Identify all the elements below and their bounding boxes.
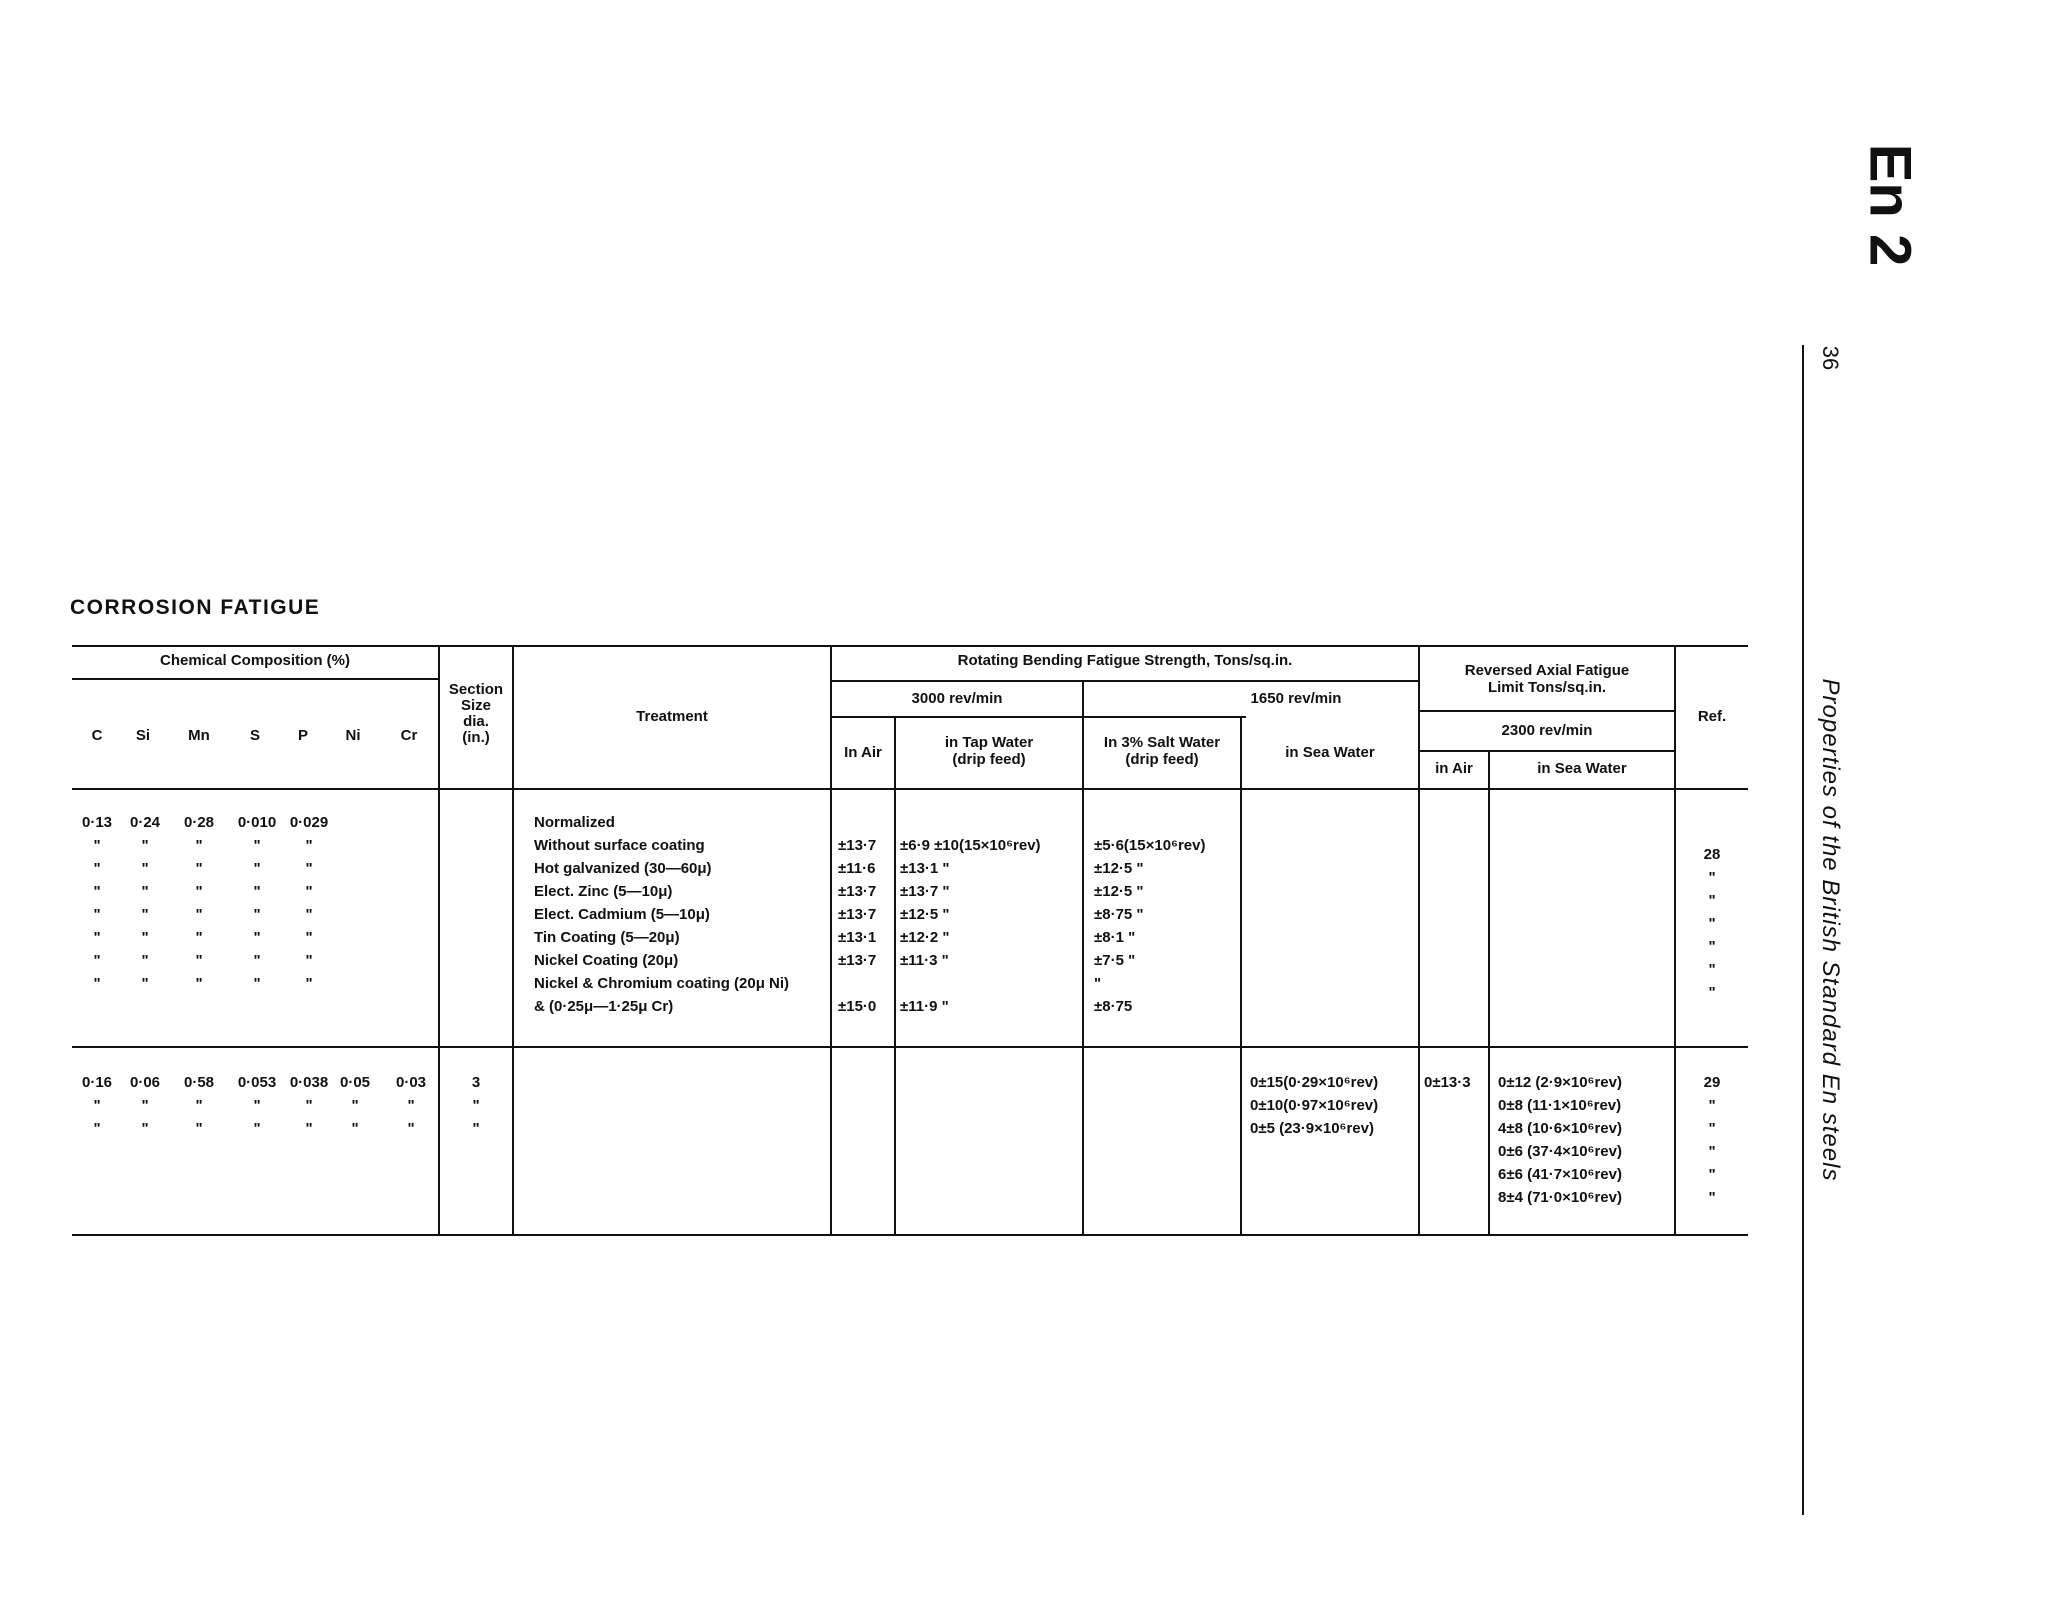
treatment-cell: Normalized — [534, 814, 615, 831]
in-air-value: ±13·7 — [838, 952, 877, 969]
tap-water-value: ±12·5 " — [900, 906, 950, 923]
comp-value: 0·06 — [129, 1074, 161, 1091]
speed-3000-header: 3000 rev/min — [911, 690, 1003, 707]
tap-water-value: ±11·9 " — [900, 998, 949, 1015]
comp-value: " — [305, 929, 313, 946]
sea-water-value: 0±10(0·97×10⁶rev) — [1250, 1097, 1379, 1114]
comp-value: 0·24 — [129, 814, 161, 831]
tap-water-value: ±13·7 " — [900, 883, 950, 900]
comp-value: " — [253, 883, 261, 900]
comp-value: " — [93, 975, 101, 992]
sea-water-value: 0±15(0·29×10⁶rev) — [1250, 1074, 1379, 1091]
ref-value: " — [1708, 938, 1716, 955]
comp-value: 0·28 — [183, 814, 215, 831]
element-cr-header: Cr — [400, 727, 418, 744]
comp-value: " — [141, 883, 149, 900]
section-size-header: Section Size dia. (in.) — [448, 681, 504, 746]
comp-value: " — [93, 1120, 101, 1137]
comp-value: " — [305, 883, 313, 900]
book-title: Properties of the British Standard En steels — [1817, 678, 1844, 1182]
salt-water-value: ±8·75 — [1094, 998, 1133, 1015]
in-air-value: ±13·1 — [838, 929, 877, 946]
comp-value: 0·58 — [183, 1074, 215, 1091]
comp-value: " — [305, 837, 313, 854]
salt-water-value: ±12·5 " — [1094, 860, 1144, 877]
comp-value: " — [195, 952, 203, 969]
axial-sea-water-header: in Sea Water — [1537, 760, 1627, 777]
axial-sea-value: 0±6 (37·4×10⁶rev) — [1498, 1143, 1622, 1160]
comp-value: " — [305, 975, 313, 992]
comp-value: " — [305, 952, 313, 969]
sea-water-value: 0±5 (23·9×10⁶rev) — [1250, 1120, 1374, 1137]
reversed-axial-header: Reversed Axial Fatigue Limit Tons/sq.in. — [1464, 662, 1630, 696]
in-air-value: ±15·0 — [838, 998, 877, 1015]
comp-value: " — [253, 837, 261, 854]
treatment-cell: Hot galvanized (30—60μ) — [534, 860, 712, 877]
rotating-header-rule — [832, 680, 1418, 682]
comp-value: " — [407, 1097, 415, 1114]
salt-water-value: ±7·5 " — [1094, 952, 1136, 969]
table-top-rule — [72, 645, 1748, 647]
ref-value: 29 — [1703, 1074, 1721, 1091]
speed-2300-header: 2300 rev/min — [1501, 722, 1593, 739]
comp-value: " — [141, 1120, 149, 1137]
comp-value: " — [93, 837, 101, 854]
treatment-cell: Nickel & Chromium coating (20μ Ni) — [534, 975, 790, 992]
col-rule-treatment — [512, 645, 514, 1234]
section-size-value: " — [472, 1097, 480, 1114]
axial-speed-rule — [1420, 710, 1674, 712]
element-ni-header: Ni — [345, 727, 361, 744]
ref-header: Ref. — [1697, 708, 1727, 725]
ref-value: " — [1708, 1097, 1716, 1114]
tap-water-value: ±11·3 " — [900, 952, 949, 969]
comp-value: " — [93, 1097, 101, 1114]
axial-sea-value: 0±12 (2·9×10⁶rev) — [1498, 1074, 1622, 1091]
in-air-value: ±13·7 — [838, 906, 877, 923]
comp-value: " — [141, 837, 149, 854]
comp-value: 0·05 — [339, 1074, 371, 1091]
tap-water-value: ±12·2 " — [900, 929, 950, 946]
page-code: En 2 — [1857, 143, 1923, 267]
in-air-value: ±11·6 — [838, 860, 876, 877]
comp-value: " — [195, 975, 203, 992]
comp-value: " — [305, 906, 313, 923]
salt-water-value: " — [1094, 975, 1102, 992]
comp-value: " — [195, 906, 203, 923]
section-size-value: 3 — [471, 1074, 481, 1091]
comp-value: " — [195, 860, 203, 877]
axial-in-air-header: in Air — [1435, 760, 1473, 777]
comp-value: 0·16 — [81, 1074, 113, 1091]
comp-value: 0·053 — [237, 1074, 277, 1091]
group-separator-rule — [72, 1046, 1748, 1048]
comp-value: " — [351, 1097, 359, 1114]
ref-value: " — [1708, 892, 1716, 909]
speed-1650-header: 1650 rev/min — [1250, 690, 1342, 707]
comp-value: " — [253, 906, 261, 923]
table-bottom-rule — [72, 1234, 1748, 1236]
comp-value: 0·029 — [289, 814, 329, 831]
comp-value: " — [351, 1120, 359, 1137]
col-rule-sea — [1240, 716, 1242, 1234]
page-number: 36 — [1818, 345, 1843, 371]
treatment-cell: Tin Coating (5—20μ) — [534, 929, 680, 946]
comp-value: " — [141, 952, 149, 969]
salt-water-value: ±8·75 " — [1094, 906, 1144, 923]
comp-value: 0·038 — [289, 1074, 329, 1091]
comp-value: " — [93, 929, 101, 946]
ref-value: " — [1708, 961, 1716, 978]
ref-value: " — [1708, 869, 1716, 886]
element-s-header: S — [249, 727, 260, 744]
section-size-value: " — [472, 1120, 480, 1137]
treatment-header: Treatment — [636, 708, 708, 725]
comp-value: " — [195, 837, 203, 854]
comp-value: " — [93, 906, 101, 923]
comp-value: " — [407, 1120, 415, 1137]
tap-water-header: in Tap Water (drip feed) — [944, 734, 1034, 768]
chem-header-rule — [72, 678, 438, 680]
comp-value: " — [195, 929, 203, 946]
comp-value: " — [195, 1120, 203, 1137]
comp-value: " — [305, 860, 313, 877]
comp-value: " — [253, 1097, 261, 1114]
treatment-cell: Elect. Zinc (5—10μ) — [534, 883, 673, 900]
axial-sea-value: 0±8 (11·1×10⁶rev) — [1498, 1097, 1622, 1114]
axial-sub-rule — [1420, 750, 1674, 752]
comp-value: " — [253, 1120, 261, 1137]
ref-value: " — [1708, 915, 1716, 932]
col-rule-tap — [894, 716, 896, 1234]
salt-water-value: ±12·5 " — [1094, 883, 1144, 900]
axial-air-value: 0±13·3 — [1424, 1074, 1471, 1091]
comp-value: " — [195, 1097, 203, 1114]
comp-value: " — [93, 860, 101, 877]
comp-value: " — [253, 975, 261, 992]
salt-water-value: ±8·1 " — [1094, 929, 1136, 946]
comp-value: " — [253, 952, 261, 969]
comp-value: 0·13 — [81, 814, 113, 831]
comp-value: " — [93, 883, 101, 900]
in-air-value: ±13·7 — [838, 883, 877, 900]
section-title: CORROSION FATIGUE — [70, 596, 321, 619]
ref-value: " — [1708, 1166, 1716, 1183]
tap-water-value: ±13·1 " — [900, 860, 950, 877]
salt-water-value: ±5·6(15×10⁶rev) — [1094, 837, 1206, 854]
salt-water-header: In 3% Salt Water (drip feed) — [1103, 734, 1221, 768]
treatment-cell: Nickel Coating (20μ) — [534, 952, 679, 969]
sea-water-header: in Sea Water — [1285, 744, 1375, 761]
in-air-value: ±13·7 — [838, 837, 877, 854]
tap-water-value: ±6·9 ±10(15×10⁶rev) — [900, 837, 1041, 854]
ref-value: " — [1708, 984, 1716, 1001]
comp-value: " — [141, 860, 149, 877]
element-mn-header: Mn — [188, 727, 210, 744]
ref-value: " — [1708, 1120, 1716, 1137]
element-c-header: C — [91, 727, 103, 744]
rotating-bending-header: Rotating Bending Fatigue Strength, Tons/sq.in. — [957, 652, 1293, 669]
comp-value: " — [253, 860, 261, 877]
ref-value: " — [1708, 1143, 1716, 1160]
col-rule-axial-sea — [1488, 750, 1490, 1234]
comp-value: " — [305, 1097, 313, 1114]
comp-value: 0·03 — [395, 1074, 427, 1091]
ref-value: 28 — [1703, 846, 1721, 863]
treatment-cell: Without surface coating — [534, 837, 705, 854]
treatment-cell: & (0·25μ—1·25μ Cr) — [534, 998, 674, 1015]
element-p-header: P — [297, 727, 308, 744]
comp-value: " — [93, 952, 101, 969]
comp-value: " — [141, 975, 149, 992]
chem-composition-header: Chemical Composition (%) — [159, 652, 350, 669]
element-si-header: Si — [135, 727, 151, 744]
comp-value: " — [305, 1120, 313, 1137]
col-rule-rotating — [830, 645, 832, 1234]
comp-value: " — [195, 883, 203, 900]
treatment-cell: Elect. Cadmium (5—10μ) — [534, 906, 710, 923]
in-air-header: In Air — [844, 744, 882, 761]
comp-value: " — [253, 929, 261, 946]
comp-value: " — [141, 929, 149, 946]
axial-sea-value: 8±4 (71·0×10⁶rev) — [1498, 1189, 1622, 1206]
ref-value: " — [1708, 1189, 1716, 1206]
comp-value: " — [141, 906, 149, 923]
axial-sea-value: 4±8 (10·6×10⁶rev) — [1498, 1120, 1622, 1137]
axial-sea-value: 6±6 (41·7×10⁶rev) — [1498, 1166, 1622, 1183]
header-bottom-rule — [72, 788, 1748, 790]
comp-value: 0·010 — [237, 814, 277, 831]
comp-value: " — [141, 1097, 149, 1114]
